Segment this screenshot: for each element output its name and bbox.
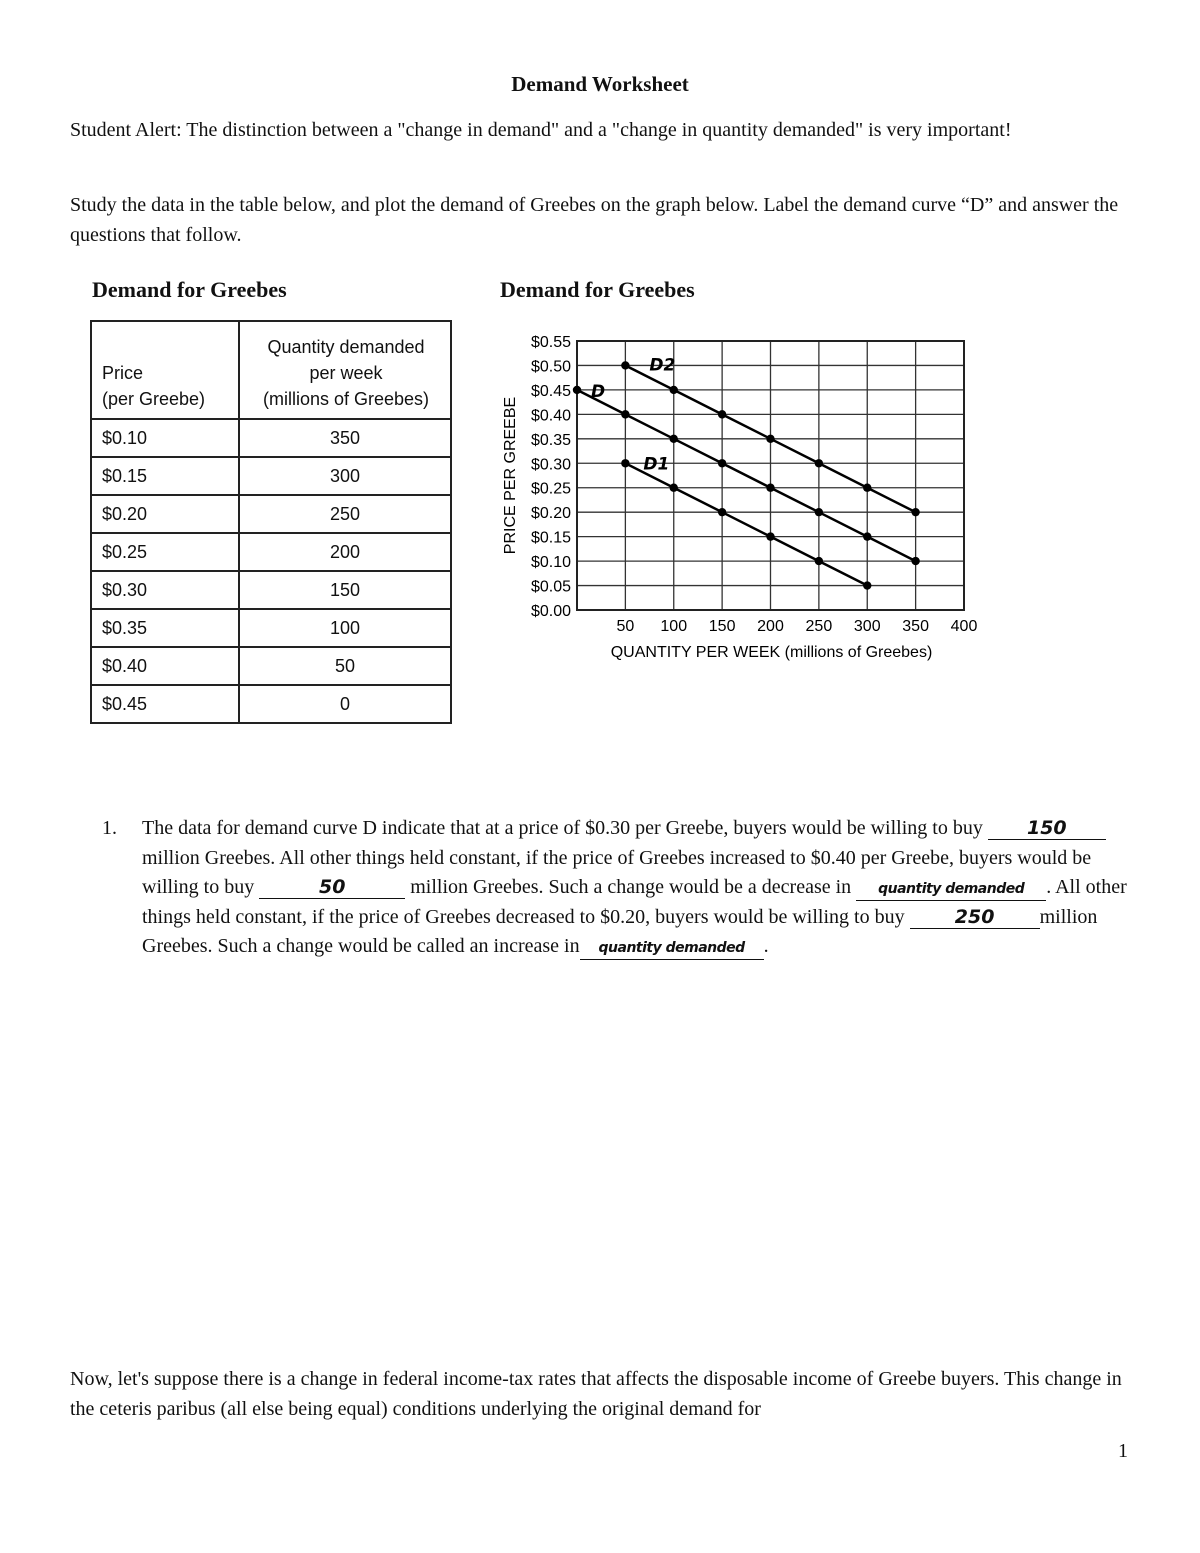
- series-label: D: [591, 381, 606, 402]
- y-tick-label: $0.40: [530, 407, 571, 425]
- data-point: [911, 508, 919, 516]
- data-point: [573, 386, 581, 394]
- table-row: [91, 457, 451, 495]
- data-point: [621, 459, 629, 467]
- answer-blank-4[interactable]: 250: [910, 906, 1040, 929]
- quantity-cell: 100: [239, 609, 451, 647]
- x-tick-label: 200: [757, 618, 784, 635]
- quantity-cell: 350: [239, 419, 451, 457]
- data-point: [863, 484, 871, 492]
- price-header-line: (per Greebe): [102, 389, 206, 409]
- price-cell: $0.25: [91, 533, 239, 571]
- y-tick-label: $0.55: [530, 334, 571, 351]
- quantity-cell: 0: [239, 685, 451, 723]
- price-cell: $0.30: [91, 571, 239, 609]
- data-point: [766, 532, 774, 540]
- quantity-header-line: per week: [309, 363, 383, 383]
- y-tick-label: $0.25: [530, 480, 571, 498]
- y-tick-label: $0.45: [530, 382, 571, 400]
- data-point: [766, 484, 774, 492]
- series-line-D1: [625, 463, 867, 585]
- quantity-cell: 200: [239, 533, 451, 571]
- data-point: [815, 508, 823, 516]
- question-text: million Greebes. All other things held constant, if the price of Greebes increased to $0.40 per Greebe, buyers would be willing to buy: [142, 846, 1092, 898]
- answer-blank-1[interactable]: 150: [988, 817, 1106, 840]
- question-text: million Greebes. Such a change would be called an increase in: [142, 905, 1098, 957]
- question-1: [102, 814, 1142, 962]
- page-number: 1: [1118, 1440, 1128, 1462]
- question-text: The data for demand curve D indicate that at a price of $0.30 per Greebe, buyers would be willing to buy: [142, 817, 988, 839]
- y-tick-label: $0.05: [530, 578, 571, 596]
- x-tick-label: 350: [902, 618, 929, 635]
- question-text: million Greebes. Such a change would be a decrease in: [405, 876, 857, 898]
- demand-table: [90, 320, 452, 724]
- student-alert: Student Alert: The distinction between a "change in demand" and a "change in quantity demanded" is very important!: [70, 119, 1012, 141]
- table-row: [91, 685, 451, 723]
- y-tick-label: $0.00: [530, 603, 571, 620]
- data-point: [670, 386, 678, 394]
- price-header-line: Price: [102, 363, 144, 383]
- data-point: [863, 532, 871, 540]
- question-text: .: [763, 935, 769, 957]
- x-tick-label: 400: [950, 618, 978, 635]
- y-tick-label: $0.20: [530, 505, 571, 523]
- chart-caption: Demand for Greebes: [500, 277, 695, 302]
- quantity-header-line: Quantity demanded: [267, 337, 425, 357]
- question-text: . All other things held constant, if the price of Greebes decreased to $0.20, buyers would be willing to buy: [142, 876, 1127, 928]
- data-point: [621, 361, 629, 369]
- x-tick-label: 50: [616, 618, 635, 635]
- y-tick-label: $0.10: [530, 554, 571, 572]
- x-tick-label: 150: [708, 618, 736, 635]
- y-tick-label: $0.30: [530, 456, 571, 474]
- data-point: [718, 508, 726, 516]
- quantity-cell: 150: [239, 571, 451, 609]
- table-row: [91, 419, 451, 457]
- price-header: [91, 321, 239, 419]
- quantity-header-line: (millions of Greebes): [262, 389, 430, 409]
- quantity-cell: 300: [239, 457, 451, 495]
- y-tick-label: $0.50: [530, 358, 571, 376]
- price-cell: $0.10: [91, 419, 239, 457]
- closing-paragraph: Now, let's suppose there is a change in federal income-tax rates that affects the disposable income of Greebe buyers. This change in the ceteris paribus (all else being equal) conditions underlying the original demand for: [70, 1368, 1122, 1420]
- series-label: D2: [649, 355, 676, 376]
- data-point: [863, 581, 871, 589]
- data-point: [815, 557, 823, 565]
- data-point: [815, 459, 823, 467]
- data-point: [718, 410, 726, 418]
- page-title: Demand Worksheet: [511, 72, 689, 96]
- y-axis-label: PRICE PER GREEBE: [502, 396, 519, 555]
- series-label: D1: [643, 454, 670, 475]
- table-row: [91, 609, 451, 647]
- table-row: [91, 495, 451, 533]
- question-number: 1.: [102, 817, 117, 839]
- table-row: [91, 571, 451, 609]
- demand-chart: [490, 320, 990, 680]
- data-point: [911, 557, 919, 565]
- question-body: [142, 814, 1142, 962]
- table-row: [91, 647, 451, 685]
- price-cell: $0.45: [91, 685, 239, 723]
- quantity-cell: 250: [239, 495, 451, 533]
- price-cell: $0.40: [91, 647, 239, 685]
- data-point: [670, 435, 678, 443]
- x-axis-label: QUANTITY PER WEEK (millions of Greebes): [610, 644, 933, 661]
- table-caption: Demand for Greebes: [92, 277, 287, 302]
- y-tick-label: $0.35: [530, 431, 571, 449]
- data-point: [621, 410, 629, 418]
- price-cell: $0.15: [91, 457, 239, 495]
- quantity-header: [239, 321, 451, 419]
- data-point: [670, 484, 678, 492]
- x-tick-label: 100: [660, 618, 688, 635]
- answer-blank-3[interactable]: quantity demanded: [856, 878, 1046, 901]
- data-point: [766, 435, 774, 443]
- answer-blank-5[interactable]: quantity demanded: [580, 937, 764, 960]
- quantity-cell: 50: [239, 647, 451, 685]
- table-header-row: [91, 321, 451, 419]
- x-tick-label: 300: [853, 618, 881, 635]
- price-cell: $0.20: [91, 495, 239, 533]
- instructions: Study the data in the table below, and plot the demand of Greebes on the graph below. Label the demand curve “D” and answer the questions that follow.: [70, 194, 1119, 246]
- table-row: [91, 533, 451, 571]
- price-cell: $0.35: [91, 609, 239, 647]
- data-point: [718, 459, 726, 467]
- answer-blank-2[interactable]: 50: [259, 876, 405, 899]
- y-tick-label: $0.15: [530, 529, 571, 547]
- x-tick-label: 250: [805, 618, 833, 635]
